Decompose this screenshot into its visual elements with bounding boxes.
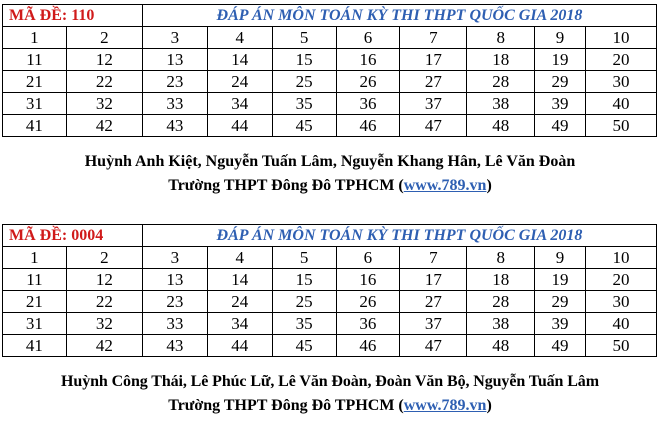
table-cell: 5 xyxy=(272,247,336,269)
table-row xyxy=(3,49,657,71)
closing-paren: ) xyxy=(486,177,492,194)
table-cell: 12 xyxy=(66,49,142,71)
table-cell: 18 xyxy=(467,49,535,71)
table-cell: 3 xyxy=(142,27,207,49)
table-cell: 1 xyxy=(3,27,67,49)
table-cell: 36 xyxy=(336,93,400,115)
table-cell: 48 xyxy=(467,335,535,357)
table-cell: 8 xyxy=(467,27,535,49)
table-cell: 20 xyxy=(585,49,656,71)
table-cell: 32 xyxy=(66,93,142,115)
table-row xyxy=(3,313,657,335)
table-row xyxy=(3,27,657,49)
table-cell: 50 xyxy=(585,115,656,137)
table-cell: 5 xyxy=(272,27,336,49)
table-cell: 17 xyxy=(400,269,467,291)
table-cell: 6 xyxy=(336,27,400,49)
table-cell: 34 xyxy=(207,93,272,115)
table-cell: 33 xyxy=(142,313,207,335)
authors-line: Huỳnh Công Thái, Lê Phúc Lữ, Lê Văn Đoàn, Đoàn Văn Bộ, Nguyễn Tuấn Lâm xyxy=(61,373,599,390)
table-cell: 14 xyxy=(207,269,272,291)
table-cell: 13 xyxy=(142,269,207,291)
website-link[interactable]: www.789.vn xyxy=(403,177,487,194)
answer-table xyxy=(2,224,657,357)
table-cell: 10 xyxy=(585,27,656,49)
table-cell: 35 xyxy=(272,93,336,115)
table-cell: 47 xyxy=(400,115,467,137)
exam-code: MÃ ĐỀ: 0004 xyxy=(3,225,143,247)
school-name: Trường THPT Đông Đô TPHCM ( xyxy=(168,177,404,194)
table-cell: 22 xyxy=(66,71,142,93)
table-cell: 30 xyxy=(585,291,656,313)
table-cell: 37 xyxy=(400,313,467,335)
authors-line: Huỳnh Anh Kiệt, Nguyễn Tuấn Lâm, Nguyễn Khang Hân, Lê Văn Đoàn xyxy=(84,153,576,170)
table-cell: 46 xyxy=(336,335,400,357)
table-cell: 18 xyxy=(467,269,535,291)
table-cell: 50 xyxy=(585,335,656,357)
table-cell: 32 xyxy=(66,313,142,335)
table-cell: 15 xyxy=(272,49,336,71)
table-cell: 43 xyxy=(142,115,207,137)
website-link[interactable]: www.789.vn xyxy=(403,397,487,414)
table-cell: 38 xyxy=(467,93,535,115)
school-line xyxy=(0,396,660,416)
table-row xyxy=(3,269,657,291)
table-cell: 45 xyxy=(272,335,336,357)
table-cell: 44 xyxy=(207,335,272,357)
table-cell: 4 xyxy=(207,247,272,269)
answer-key-title: ĐÁP ÁN MÔN TOÁN KỲ THI THPT QUỐC GIA 2018 xyxy=(142,225,656,247)
table-cell: 27 xyxy=(400,71,467,93)
table-row xyxy=(3,71,657,93)
table-header-row xyxy=(3,5,657,27)
table-cell: 7 xyxy=(400,27,467,49)
table-cell: 39 xyxy=(535,313,586,335)
table-cell: 30 xyxy=(585,71,656,93)
table-row xyxy=(3,247,657,269)
table-cell: 35 xyxy=(272,313,336,335)
table-header-row xyxy=(3,225,657,247)
table-cell: 11 xyxy=(3,269,67,291)
table-cell: 42 xyxy=(66,335,142,357)
table-cell: 29 xyxy=(535,71,586,93)
table-cell: 25 xyxy=(272,71,336,93)
table-cell: 45 xyxy=(272,115,336,137)
table-row xyxy=(3,291,657,313)
table-cell: 15 xyxy=(272,269,336,291)
table-cell: 3 xyxy=(142,247,207,269)
table-cell: 42 xyxy=(66,115,142,137)
table-cell: 25 xyxy=(272,291,336,313)
table-cell: 36 xyxy=(336,313,400,335)
table-cell: 29 xyxy=(535,291,586,313)
table-cell: 33 xyxy=(142,93,207,115)
table-cell: 21 xyxy=(3,71,67,93)
table-cell: 9 xyxy=(535,27,586,49)
table-cell: 26 xyxy=(336,71,400,93)
table-cell: 4 xyxy=(207,27,272,49)
table-cell: 46 xyxy=(336,115,400,137)
table-cell: 21 xyxy=(3,291,67,313)
table-cell: 37 xyxy=(400,93,467,115)
table-cell: 10 xyxy=(585,247,656,269)
table-cell: 28 xyxy=(467,71,535,93)
table-cell: 24 xyxy=(207,71,272,93)
table-cell: 31 xyxy=(3,313,67,335)
table-cell: 39 xyxy=(535,93,586,115)
table-cell: 19 xyxy=(535,269,586,291)
table-cell: 1 xyxy=(3,247,67,269)
table-cell: 40 xyxy=(585,313,656,335)
table-cell: 24 xyxy=(207,291,272,313)
table-cell: 20 xyxy=(585,269,656,291)
table-cell: 9 xyxy=(535,247,586,269)
table-row xyxy=(3,93,657,115)
table-cell: 23 xyxy=(142,291,207,313)
table-cell: 41 xyxy=(3,115,67,137)
table-cell: 43 xyxy=(142,335,207,357)
table-cell: 49 xyxy=(535,115,586,137)
table-cell: 40 xyxy=(585,93,656,115)
table-cell: 11 xyxy=(3,49,67,71)
table-cell: 28 xyxy=(467,291,535,313)
table-cell: 41 xyxy=(3,335,67,357)
table-cell: 27 xyxy=(400,291,467,313)
table-cell: 6 xyxy=(336,247,400,269)
table-cell: 12 xyxy=(66,269,142,291)
table-cell: 13 xyxy=(142,49,207,71)
table-cell: 8 xyxy=(467,247,535,269)
table-cell: 31 xyxy=(3,93,67,115)
table-cell: 2 xyxy=(66,247,142,269)
table-cell: 22 xyxy=(66,291,142,313)
table-row xyxy=(3,335,657,357)
exam-code: MÃ ĐỀ: 110 xyxy=(3,5,143,27)
table-cell: 38 xyxy=(467,313,535,335)
table-cell: 49 xyxy=(535,335,586,357)
table-cell: 48 xyxy=(467,115,535,137)
closing-paren: ) xyxy=(486,397,492,414)
answer-table xyxy=(2,4,657,137)
table-cell: 7 xyxy=(400,247,467,269)
table-cell: 17 xyxy=(400,49,467,71)
table-cell: 16 xyxy=(336,49,400,71)
table-cell: 14 xyxy=(207,49,272,71)
table-cell: 47 xyxy=(400,335,467,357)
table-cell: 34 xyxy=(207,313,272,335)
table-cell: 44 xyxy=(207,115,272,137)
table-row xyxy=(3,115,657,137)
table-cell: 16 xyxy=(336,269,400,291)
answer-key-title: ĐÁP ÁN MÔN TOÁN KỲ THI THPT QUỐC GIA 2018 xyxy=(142,5,656,27)
table-cell: 2 xyxy=(66,27,142,49)
table-cell: 23 xyxy=(142,71,207,93)
table-cell: 19 xyxy=(535,49,586,71)
table-cell: 26 xyxy=(336,291,400,313)
school-name: Trường THPT Đông Đô TPHCM ( xyxy=(168,397,404,414)
school-line xyxy=(0,176,660,196)
